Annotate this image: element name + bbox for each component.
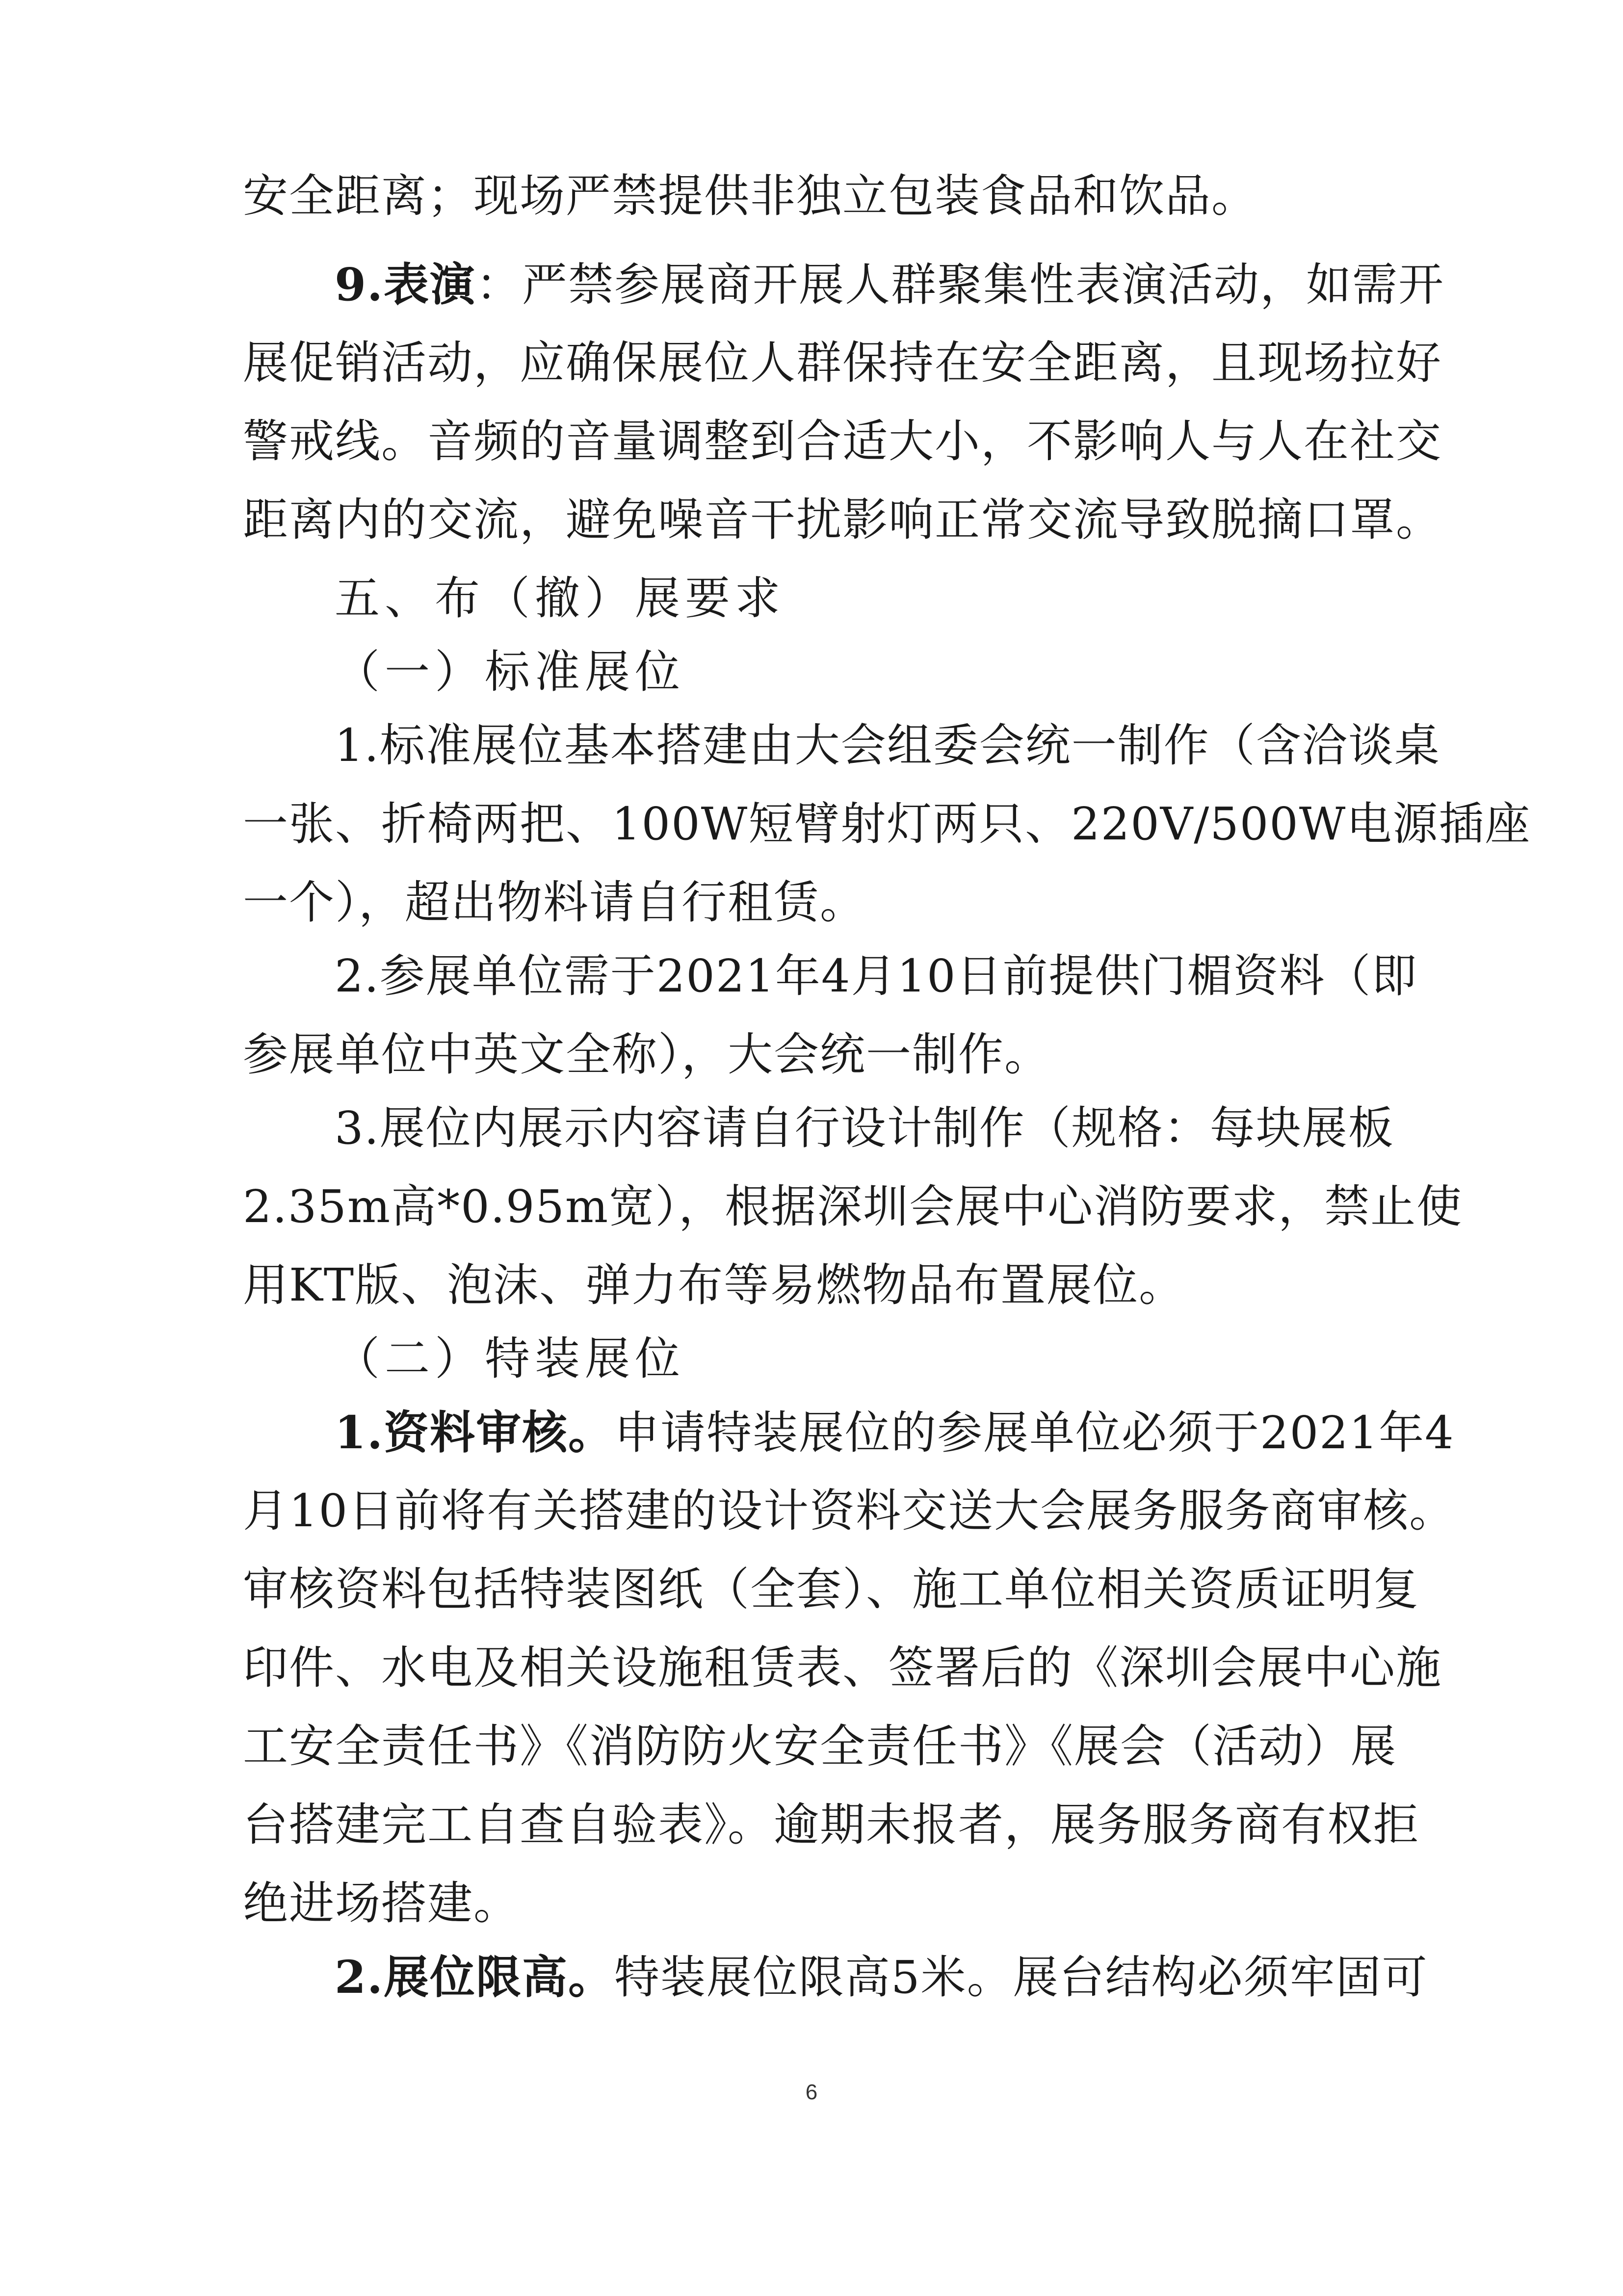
text-line — [243, 1864, 1381, 1943]
text-line — [243, 1168, 1463, 1246]
text-line — [243, 1246, 1381, 1325]
line-text: 特装展位限高5米。展台结构必须牢固可 — [614, 1951, 1428, 2004]
line-text: 参展单位中英文全称），大会统一制作。 — [243, 1028, 1051, 1081]
text-line — [243, 481, 1442, 559]
text-line — [243, 1472, 1456, 1550]
text-line — [243, 785, 1531, 863]
text-line — [243, 1016, 1381, 1094]
bold-lead: 2.展位限高。 — [335, 1951, 615, 2004]
text-line — [335, 1938, 1428, 2016]
line-text: 印件、水电及相关设施租赁表、签署后的《深圳会展中心施 — [243, 1642, 1442, 1694]
line-text: 警戒线。音频的音量调整到合适大小，不影响人与人在社交 — [243, 415, 1442, 468]
text-line — [243, 1707, 1397, 1786]
page-number: 6 — [805, 2080, 818, 2104]
line-text: 1.标准展位基本搭建由大会组委会统一制作（含洽谈桌 — [335, 719, 1440, 772]
text-line — [243, 1629, 1442, 1707]
text-line — [335, 706, 1440, 785]
line-text: 绝进场搭建。 — [243, 1877, 520, 1930]
text-line — [243, 1786, 1420, 1864]
line-text: 五、布（撤）展要求 — [335, 572, 785, 625]
line-text: 安全距离；现场严禁提供非独立包装食品和饮品。 — [243, 170, 1258, 222]
text-line — [243, 324, 1442, 402]
text-line — [335, 937, 1418, 1016]
line-text: 一个），超出物料请自行租赁。 — [243, 876, 866, 929]
line-text: 工安全责任书》《消防防火安全责任书》《展会（活动）展 — [243, 1720, 1397, 1773]
text-line — [335, 1089, 1394, 1168]
text-line — [243, 1550, 1420, 1629]
line-text: 台搭建完工自查自验表》。逾期未报者，展务服务商有权拒 — [243, 1799, 1420, 1851]
line-text: （二）特装展位 — [335, 1332, 685, 1385]
line-text: （一）标准展位 — [335, 646, 685, 698]
text-line — [335, 1393, 1455, 1472]
line-text: 一张、折椅两把、100W短臂射灯两只、220V/500W电源插座 — [243, 798, 1531, 850]
line-text: 月10日前将有关搭建的设计资料交送大会展务服务商审核。 — [243, 1485, 1456, 1537]
text-line — [243, 157, 1381, 235]
text-line — [243, 402, 1442, 481]
line-text: 3.展位内展示内容请自行设计制作（规格：每块展板 — [335, 1102, 1394, 1154]
line-text: 申请特装展位的参展单位必须于2021年4 — [614, 1407, 1455, 1459]
line-text: 审核资料包括特装图纸（全套）、施工单位相关资质证明复 — [243, 1563, 1420, 1616]
section-heading — [335, 1320, 685, 1398]
line-text: 展促销活动，应确保展位人群保持在安全距离，且现场拉好 — [243, 337, 1442, 389]
section-heading — [335, 559, 785, 638]
bold-lead: 1.资料审核。 — [335, 1406, 615, 1459]
line-text: ：严禁参展商开展人群聚集性表演活动，如需开 — [476, 259, 1445, 311]
line-text: 距离内的交流，避免噪音干扰影响正常交流导致脱摘口罩。 — [243, 494, 1442, 546]
section-heading — [335, 633, 685, 711]
text-line — [243, 863, 1381, 942]
bold-lead: 9.表演 — [335, 258, 476, 311]
line-text: 2.35m高*0.95m宽），根据深圳会展中心消防要求，禁止使 — [243, 1180, 1463, 1233]
text-line — [335, 245, 1445, 324]
line-text: 用KT版、泡沫、弹力布等易燃物品布置展位。 — [243, 1259, 1185, 1311]
line-text: 2.参展单位需于2021年4月10日前提供门楣资料（即 — [335, 950, 1418, 1002]
